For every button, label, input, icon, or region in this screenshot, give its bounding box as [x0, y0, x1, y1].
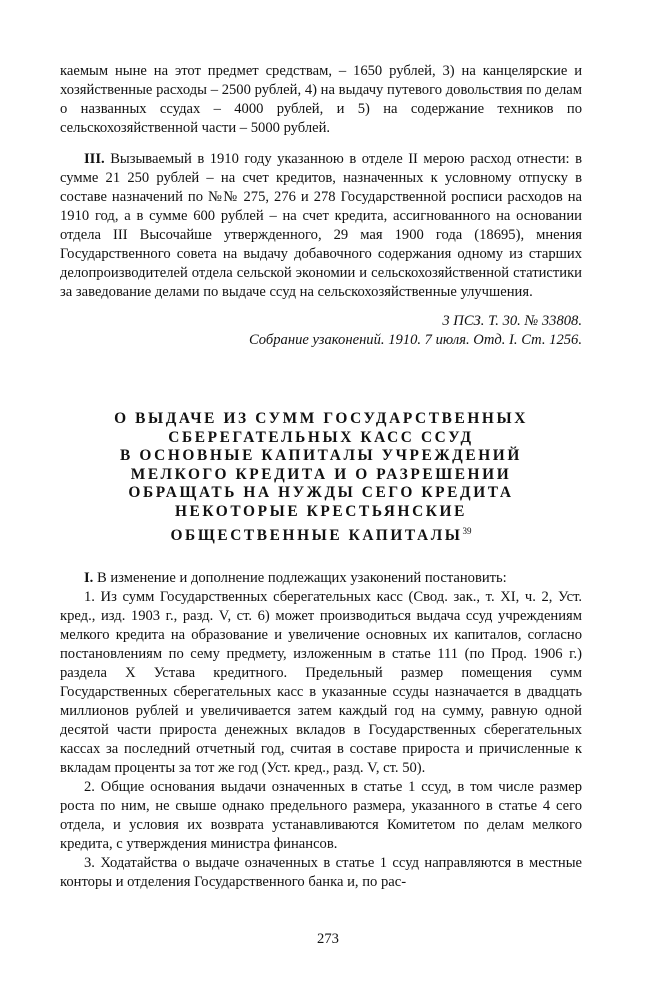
section-iii-text: Вызываемый в 1910 году указанною в отделе II мерою расход отнести: в сумме 21 250 рублей – на счет кредитов, назначенных к условному отпуску в составе назначений по №№ 275, 276 и 278 Государственной росписи расходов на 1910 год, а в сумме 600 рублей – на счет кредита, ассигнованного на основании отдела III Высочайше утвержденного, 29 мая 1900 года (18695), мнения Государственного совета на выдачу добавочного содержания одному из старших делопроизводителей отдела сельской экономии и сельскохозяйственной статистики за заведование делами по выдаче ссуд на сельскохозяйственные улучшения. [60, 151, 582, 300]
section-i-intro [60, 569, 582, 588]
document-page [60, 62, 582, 892]
article-3: 3. Ходатайства о выдаче означенных в статье 1 ссуд направляются в местные конторы и отделения Государственного банка и, по рас- [60, 855, 582, 891]
title-line: СБЕРЕГАТЕЛЬНЫХ КАСС ССУД [168, 428, 474, 446]
title-line: МЕЛКОГО КРЕДИТА И О РАЗРЕШЕНИИ [130, 465, 512, 483]
page-number: 273 [317, 931, 339, 947]
title-line: ОБЩЕСТВЕННЫЕ КАПИТАЛЫ [170, 526, 463, 544]
title-line: О ВЫДАЧЕ ИЗ СУММ ГОСУДАРСТВЕННЫХ [114, 410, 528, 427]
title-line-last [60, 522, 582, 546]
article-1: 1. Из сумм Государственных сберегательных касс (Свод. зак., т. XI, ч. 2, Уст. кред., изд. 1903 г., разд. V, ст. 6) может производиться выдача ссуд учреждениям мелкого кредита на образование и увеличение основных их капиталов, согласно постановлениям по сему предмету, изложенным в статье 111 (по Прод. 1906 г.) раздела X Устава кредитного. Предельный размер помещения сумм Государственных сберегательных касс в указанные ссуды назначается в двадцать миллионов рублей и увеличивается затем каждый год на сумму, равную одной десятой части прироста денежных вкладов в Государственных сберегательных кассах за последний отчетный год, считая в составе прироста и причисленные к вкладам проценты за тот же год (Уст. кред., разд. V, ст. 50). [60, 589, 582, 777]
section-iii-label: III. [84, 151, 105, 167]
references [60, 312, 582, 350]
section-i-label: I. [84, 570, 94, 587]
section-title [60, 410, 582, 545]
article-2: 2. Общие основания выдачи означенных в статье 1 ссуд, в том числе размер роста по ним, не свыше однако предельного размера, указанного в статье 4 сего отдела, и условия их возврата устанавливаются Комитетом по делам мелкого кредита, с утверждения министра финансов. [60, 779, 582, 853]
title-line: ОБРАЩАТЬ НА НУЖДЫ СЕГО КРЕДИТА [128, 484, 514, 502]
title-line: В ОСНОВНЫЕ КАПИТАЛЫ УЧРЕЖДЕНИЙ [120, 447, 522, 465]
continuation-paragraph: каемым ныне на этот предмет средствам, – 1650 рублей, 3) на канцелярские и хозяйственные расходы – 2500 рублей, 4) на выдачу путевого довольствия по делам о названных ссудах – 4000 рублей, и 5) на содержание техников по сельскохозяйственной части – 5000 рублей. [60, 63, 582, 136]
reference-collection: Собрание узаконений. 1910. 7 июля. Отд. I. Ст. 1256. [248, 332, 582, 348]
section-i-intro-text: В изменение и дополнение подлежащих узаконений постановить: [96, 570, 507, 587]
footnote-marker: 39 [462, 525, 472, 536]
reference-psz: 3 ПСЗ. Т. 30. № 33808. [442, 313, 582, 329]
title-line: НЕКОТОРЫЕ КРЕСТЬЯНСКИЕ [174, 502, 467, 520]
section-iii-paragraph [60, 150, 582, 302]
